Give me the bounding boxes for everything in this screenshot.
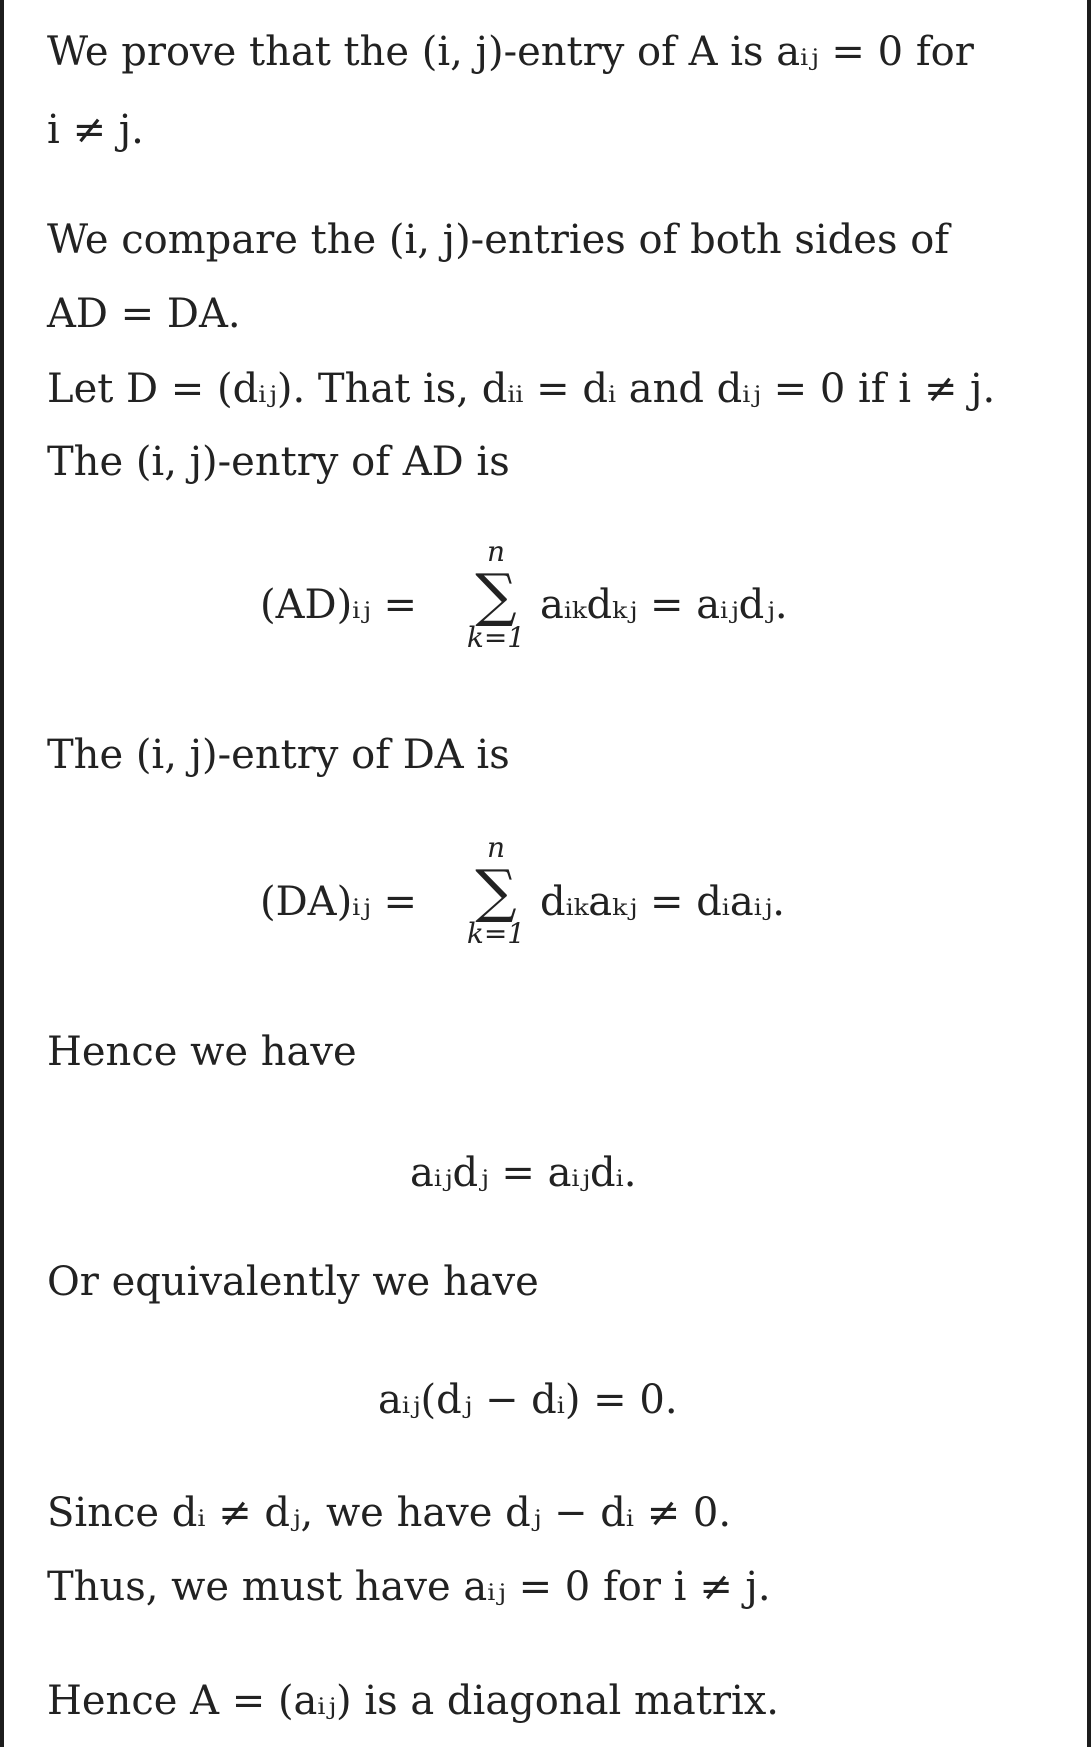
since-line: Since dᵢ ≠ dⱼ, we have dⱼ − dᵢ ≠ 0. <box>47 1490 732 1536</box>
proof-intro-line-1: We prove that the (i, j)-entry of A is aᵢⱼ = 0 for <box>47 29 974 75</box>
sum-upper-limit: n <box>486 535 506 568</box>
sum-lower-limit: k=1 <box>466 917 526 950</box>
equation-ad-rhs: aᵢₖdₖⱼ = aᵢⱼdⱼ. <box>540 582 788 628</box>
sum-symbol: ∑ <box>475 857 517 925</box>
conclusion-line: Hence A = (aᵢⱼ) is a diagonal matrix. <box>47 1678 780 1724</box>
definition-line: Let D = (dᵢⱼ). That is, dᵢᵢ = dᵢ and dᵢⱼ = 0 if i ≠ j. <box>47 366 996 412</box>
equation-ad-sum <box>456 535 536 654</box>
sum-upper-limit: n <box>486 831 506 864</box>
equation-da-sum <box>456 831 536 950</box>
equation-da-rhs: dᵢₖaₖⱼ = dᵢaᵢⱼ. <box>540 879 786 925</box>
equation-ad-lhs: (AD)ᵢⱼ = <box>260 582 418 628</box>
sum-symbol: ∑ <box>475 561 517 629</box>
hence-line: Hence we have <box>47 1029 357 1075</box>
equation-difference: aᵢⱼ(dⱼ − dᵢ) = 0. <box>378 1377 678 1423</box>
sum-lower-limit: k=1 <box>466 621 526 654</box>
thus-line: Thus, we must have aᵢⱼ = 0 for i ≠ j. <box>47 1564 771 1610</box>
equation-equal-entries: aᵢⱼdⱼ = aᵢⱼdᵢ. <box>410 1150 637 1196</box>
da-entry-line: The (i, j)-entry of DA is <box>47 732 510 778</box>
ad-entry-line: The (i, j)-entry of AD is <box>47 439 510 485</box>
equivalently-line: Or equivalently we have <box>47 1259 539 1305</box>
left-border <box>0 0 4 1747</box>
right-border <box>1087 0 1091 1747</box>
compare-line-2: AD = DA. <box>47 291 241 337</box>
equation-da-lhs: (DA)ᵢⱼ = <box>260 879 418 925</box>
compare-line-1: We compare the (i, j)-entries of both sides of <box>47 217 950 263</box>
proof-intro-line-2: i ≠ j. <box>47 107 144 153</box>
